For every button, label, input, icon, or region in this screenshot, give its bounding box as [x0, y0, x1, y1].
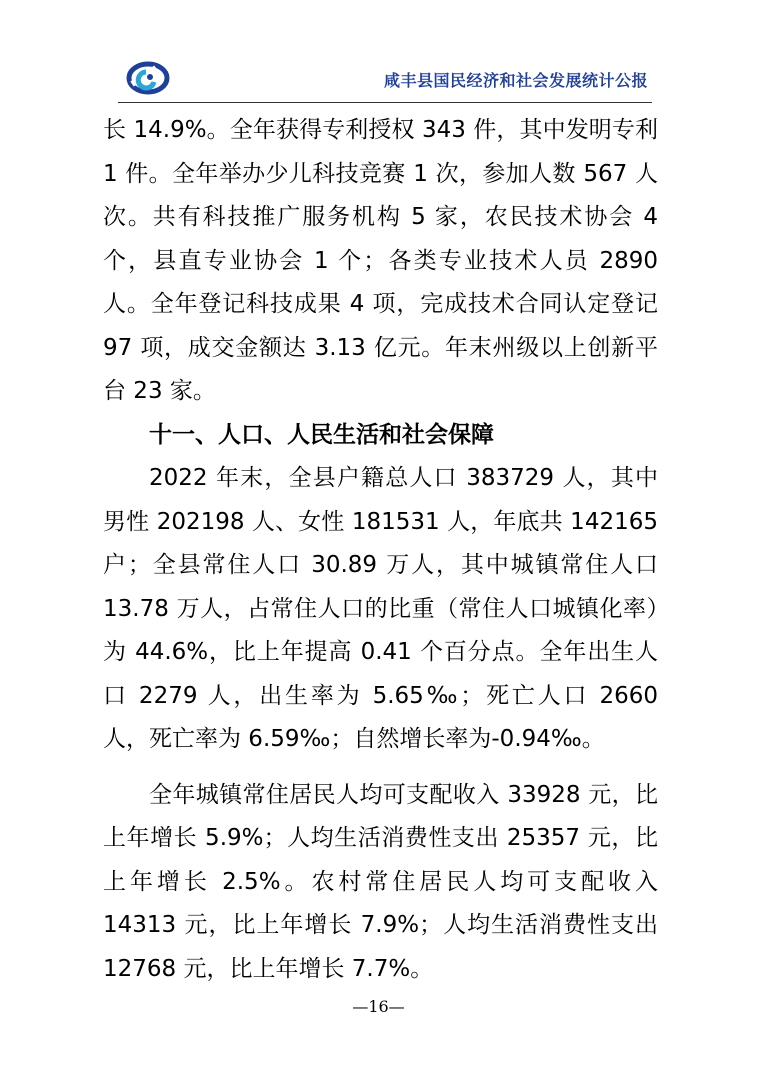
document-body	[103, 109, 658, 991]
report-title: 咸丰县国民经济和社会发展统计公报	[383, 71, 648, 90]
paragraph-population: 2022 年末，全县户籍总人口 383729 人，其中男性 202198 人、女性 181531 人，年底共 142165 户；全县常住人口 30.89 万人，其中城镇常住人口 13.78 万人，占常住人口的比重（常住人口城镇化率）为 44.6%，比上年提高 0.41 个百分点。全年出生人口 2279 人，出生率为 5.65‰；死亡人口 2660 人，死亡率为 6.59‰；自然增长率为-0.94‰。	[103, 465, 658, 752]
page-header	[118, 56, 652, 103]
paragraph-science-tech: 长 14.9%。全年获得专利授权 343 件，其中发明专利 1 件。全年举办少儿科技竞赛 1 次，参加人数 567 人次。共有科技推广服务机构 5 家，农民技术协会 4 个，县直专业协会 1 个；各类专业技术人员 2890 人。全年登记科技成果 4 项，完成技术合同认定登记 97 项，成交金额达 3.13 亿元。年末州级以上创新平台 23 家。	[103, 117, 658, 404]
stats-bureau-logo-icon	[126, 60, 170, 96]
section-heading: 十一、人口、人民生活和社会保障	[149, 421, 494, 448]
page-number: —16—	[352, 997, 405, 1016]
paragraph-income: 全年城镇常住居民人均可支配收入 33928 元，比上年增长 5.9%；人均生活消费性支出 25357 元，比上年增长 2.5%。农村常住居民人均可支配收入 14313 元，比上年增长 7.9%；人均生活消费性支出 12768 元，比上年增长 7.7%。	[103, 781, 658, 982]
